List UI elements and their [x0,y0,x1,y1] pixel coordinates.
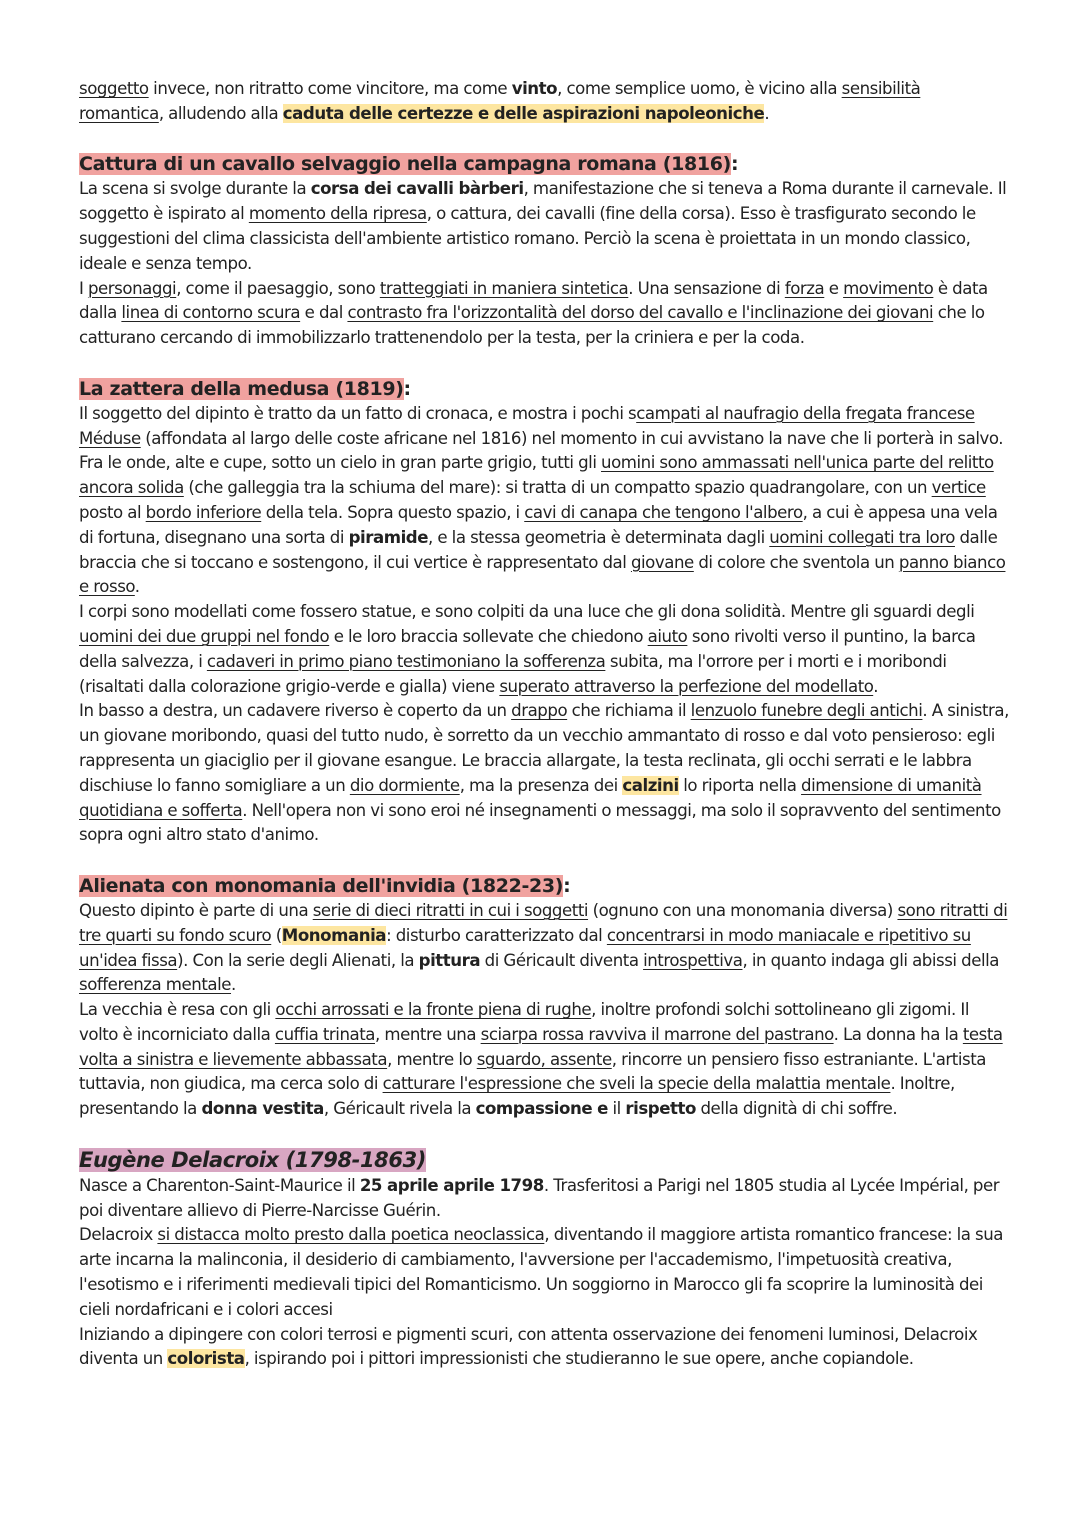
underlined-phrase: vertice [931,478,986,498]
text-run: e dal [300,303,348,323]
underlined-phrase: dimensione di umanità quotidiana e sofferta [79,775,982,820]
paragraph [79,1174,1009,1224]
underlined-phrase: personaggi [87,278,177,298]
text-run: , inoltre profondi solchi sottolineano gli zigomi. Il volto è incorniciato dalla [79,1000,969,1044]
text-run: , mentre una [375,1024,481,1044]
underlined-phrase: dio dormiente [349,775,460,795]
section-cattura-cavallo [79,151,1009,351]
text-run: , e la stessa geometria è determinata dagli [428,527,770,547]
text-run: , manifestazione che si teneva a Roma durante il carnevale. Il soggetto è ispirato al [79,179,1007,224]
heading-colon: : [563,874,571,897]
text-run: , alludendo alla [158,103,283,123]
underlined-phrase: tratteggiati in maniera sintetica [379,278,629,298]
section-heading-text: La zattera della medusa (1819) [79,377,404,400]
text-run: . Nell'opera non vi sono eroi né insegnamenti o messaggi, ma solo il sopravvento del sentimento sopra ogni altro stato d'animo. [79,800,1001,845]
text-run: è data dalla [79,278,988,323]
underlined-phrase: concentrarsi in modo maniacale e ripetitivo su un'idea fissa [79,925,971,970]
text-run: , rincorre un pensiero fisso estraniante. L'artista tuttavia, non giudica, ma cerca solo di [79,1049,986,1094]
highlighted-term: Monomania [281,925,387,945]
text-run: , in quanto indaga gli abissi della [742,950,999,970]
underlined-phrase: soggetto [79,79,149,98]
underlined-phrase: aiuto [647,626,688,646]
highlighted-term: colorista [167,1349,245,1369]
underlined-phrase: testa volta a sinistra e lievemente abbassata [79,1024,1003,1069]
text-run: il [608,1099,626,1119]
text-run: . Una sensazione di [628,278,785,298]
underlined-phrase: catturare l'espressione che sveli la specie della malattia mentale [382,1074,891,1094]
text-run: Nasce a Charenton-Saint-Maurice il [79,1175,360,1195]
text-run: , Géricault rivela la [323,1099,476,1119]
text-run: dalle braccia che si toccano e sostengono, il cui vertice è rappresentato dal [79,527,998,572]
section-heading [79,376,1009,402]
document-page [79,77,1009,1372]
text-run: : disturbo caratterizzato dal [386,925,607,945]
text-run: subita, ma l'orrore per i morti e i moribondi (risaltati dalla colorazione grigio-verde e gialla) viene [79,651,947,696]
paragraph [79,998,1009,1122]
text-run: , mentre lo [387,1049,477,1069]
text-run: (affondata al largo delle coste africane nel 1816) nel momento in cui avvistano la nave che li porterà in salvo. Fra le onde, alte e cupe, sotto un cielo in gran parte grigio, tutti gli [79,428,1004,473]
text-run: In basso a destra, un cadavere riverso è coperto da un [79,701,512,721]
bold-term: 25 aprile aprile 1798 [359,1175,544,1195]
bold-term: corsa dei cavalli bàrberi [310,179,524,199]
text-run: ( [271,925,282,945]
underlined-phrase: giovane [630,552,694,572]
paragraph [79,699,1009,848]
text-run: della dignità di chi soffre. [695,1099,898,1119]
underlined-phrase: sono ritratti di tre quarti su fondo scuro [79,900,1008,945]
section-heading [79,151,1009,177]
text-run: Iniziando a dipingere con colori terrosi e pigmenti scuri, con attenta osservazione dei fenomeni luminosi, Delacroix diventa un [79,1324,978,1369]
underlined-phrase: sciarpa rossa ravviva il marrone del pastrano [480,1024,834,1044]
heading-colon: : [730,153,739,176]
underlined-phrase: cuffia trinata [274,1024,375,1044]
underlined-phrase: linea di contorno scura [121,303,301,323]
underlined-phrase: momento della ripresa [248,204,427,224]
underlined-phrase: serie di dieci ritratti in cui i soggetti [312,900,589,920]
underlined-phrase: uomini sono ammassati nell'unica parte del relitto ancora solida [79,453,994,498]
highlighted-term: calzini [622,775,679,795]
paragraph [79,1223,1009,1322]
text-run: della tela. Sopra questo spazio, i [261,502,525,522]
text-run: . A sinistra, un giovane moribondo, quasi del tutto nudo, è sorretto da un vecchio ammantato di rosso e dal voto pensieroso: egli rappresenta un giaciglio per il giovane esangue. Le braccia allargate, la testa reclinata, gli occhi serrati e le labbra dischiuse lo fanno somigliare a un [79,701,1009,795]
section-delacroix [79,1147,1009,1372]
text-run: che richiama il [567,701,691,721]
text-run: , come semplice uomo, è vicino alla [557,79,842,98]
underlined-phrase: sofferenza mentale [79,975,232,995]
underlined-phrase: sensibilità romantica [79,79,921,123]
paragraph [79,402,1009,600]
paragraph [79,600,1009,699]
artist-heading [79,1147,1009,1174]
text-run: . [134,577,140,597]
text-run: che lo catturano cercando di immobilizzarlo trattenendolo per la testa, per la criniera e per la coda. [79,303,985,348]
bold-term: donna vestita [201,1099,324,1119]
artist-heading-text: Eugène Delacroix (1798-1863) [79,1147,427,1172]
paragraph [79,277,1009,351]
underlined-phrase: campati al naufragio della fregata francese Méduse [79,403,975,448]
bold-term: rispetto [625,1099,696,1119]
text-run: I [79,278,88,298]
text-run: e [824,278,844,298]
text-run: Delacroix [79,1225,158,1245]
underlined-phrase: cavi di canapa che tengono l'albero [524,502,803,522]
underlined-phrase: introspettiva [643,950,743,970]
text-run: La scena si svolge durante la [79,179,311,199]
underlined-phrase: sguardo, assente [476,1049,612,1069]
underlined-phrase: superato attraverso la perfezione del modellato [499,676,874,696]
underlined-phrase: occhi arrossati e la fronte piena di rughe [275,1000,592,1020]
section-alienata [79,873,1009,1122]
text-run: I corpi sono modellati come fossero statue, e sono colpiti da una luce che gli dona solidità. Mentre gli sguardi degli [79,602,975,622]
section-zattera-medusa [79,376,1009,848]
intro-section [79,77,1009,127]
paragraph [79,899,1009,998]
bold-term: vinto [511,79,558,98]
text-run: Il soggetto del dipinto è tratto da un fatto di cronaca, e mostra i pochi s [79,403,637,423]
text-run: La vecchia è resa con gli [79,1000,276,1020]
heading-colon: : [403,377,411,400]
text-run: Questo dipinto è parte di una [79,900,313,920]
underlined-phrase: uomini dei due gruppi nel fondo [79,626,330,646]
section-heading-text: Alienata con monomania dell'invidia (1822-23) [79,874,564,897]
text-run: , ispirando poi i pittori impressionisti che studieranno le sue opere, anche copiandole. [244,1349,914,1369]
text-run: ). Con la serie degli Alienati, la [177,950,419,970]
text-run: . Trasferitosi a Parigi nel 1805 studia al Lycée Impérial, per poi diventare allievo di Pierre-Narcisse Guérin. [79,1175,1000,1220]
underlined-phrase: drappo [511,701,568,721]
bold-term: piramide [348,527,429,547]
paragraph [79,77,1009,127]
text-run: . [231,975,236,995]
section-heading-text: Cattura di un cavallo selvaggio nella campagna romana (1816) [79,153,731,176]
text-run: di Géricault diventa [480,950,644,970]
text-run: . [764,103,770,123]
text-run: (che galleggia tra la schiuma del mare): si tratta di un compatto spazio quadrangolare, con un [183,478,932,498]
bold-term: compassione e [475,1099,608,1119]
text-run: (ognuno con una monomania diversa) [588,900,898,920]
underlined-phrase: panno bianco e rosso [79,552,1006,597]
text-run: , a cui è appesa una vela di fortuna, disegnano una sorta di [79,502,998,547]
text-run: invece, non ritratto come vincitore, ma come [148,79,512,98]
text-run: . La donna ha la [833,1024,963,1044]
underlined-phrase: uomini collegati tra loro [769,527,955,547]
underlined-phrase: movimento [843,278,934,298]
text-run: sono rivolti verso il puntino, la barca della salvezza, i [79,626,976,671]
underlined-phrase: contrasto fra l'orizzontalità del dorso del cavallo e l'inclinazione dei giovani [347,303,934,323]
text-run: lo riporta nella [678,775,802,795]
text-run: e le loro braccia sollevate che chiedono [329,626,648,646]
section-heading [79,873,1009,899]
bold-term: pittura [418,950,481,970]
text-run: , come il paesaggio, sono [176,278,380,298]
underlined-phrase: cadaveri in primo piano testimoniano la sofferenza [206,651,606,671]
underlined-phrase: si distacca molto presto dalla poetica neoclassica [157,1225,545,1245]
text-run: , o cattura, dei cavalli (fine della corsa). Esso è trasfigurato secondo le suggestioni del clima classicista dell'ambiente artistico romano. Perciò la scena è proiettata in un mondo classico, ideale e senza tempo. [79,204,976,273]
paragraph [79,1323,1009,1373]
text-run: . [873,676,879,696]
paragraph [79,177,1009,276]
underlined-phrase: lenzuolo funebre degli antichi [690,701,923,721]
underlined-phrase: bordo inferiore [145,502,262,522]
text-run: , ma la presenza dei [459,775,623,795]
text-run: di colore che sventola un [693,552,899,572]
underlined-phrase: forza [784,278,825,298]
text-run: , diventando il maggiore artista romantico francese: la sua arte incarna la malinconia, il desiderio di cambiamento, l'avversione per l'accademismo, l'impetuosità creativa, l'esotismo e i riferimenti medievali tipici del Romanticismo. Un soggiorno in Marocco gli fa scoprire la luminosità dei cieli nordafricani e i colori accesi [79,1225,1004,1319]
text-run: posto al [79,502,146,522]
text-run: . Inoltre, presentando la [79,1074,955,1119]
highlighted-term: caduta delle certezze e delle aspirazioni napoleoniche [282,103,765,123]
